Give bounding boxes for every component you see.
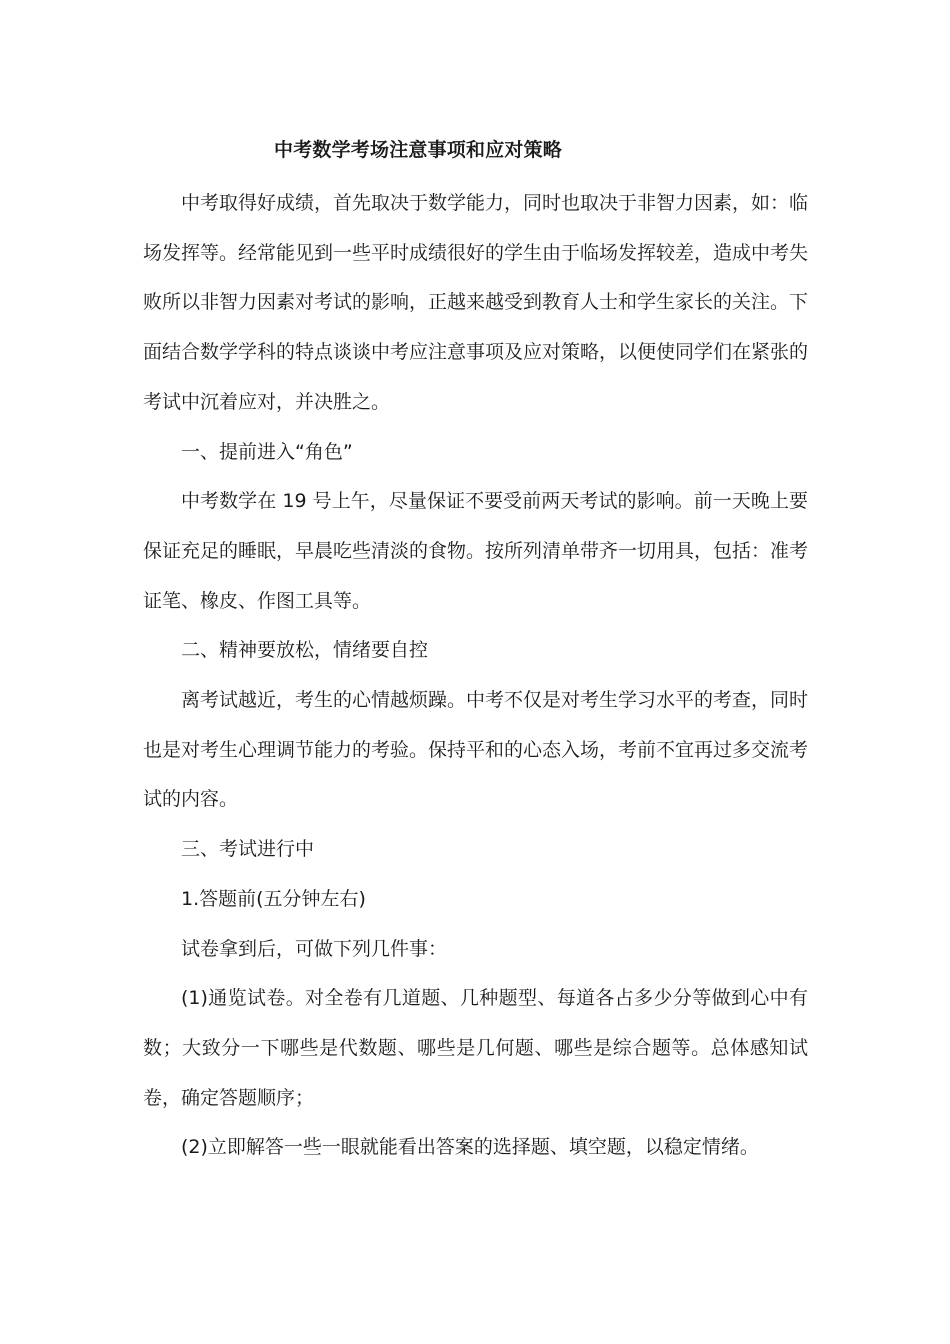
document-title: 中考数学考场注意事项和应对策略	[274, 139, 563, 161]
section-heading-1: 一、提前进入“角色”	[181, 440, 353, 463]
paragraph-section-1: 中考数学在 19 号上午，尽量保证不要受前两天考试的影响。前一天晚上要保证充足的睡眠，早晨吃些清淡的食物。按所列清单带齐一切用具，包括：准考证笔、橡皮、作图工具等。	[143, 490, 809, 612]
section-heading-2: 二、精神要放松，情绪要自控	[181, 639, 429, 662]
list-item-2: (2)立即解答一些一眼就能看出答案的选择题、填空题，以稳定情绪。	[181, 1136, 759, 1159]
paragraph-intro: 中考取得好成绩，首先取决于数学能力，同时也取决于非智力因素，如：临场发挥等。经常能见到一些平时成绩很好的学生由于临场发挥较差，造成中考失败所以非智力因素对考试的影响，正越来越受到教育人士和学生家长的关注。下面结合数学学科的特点谈谈中考应注意事项及应对策略，以便使同学们在紧张的考试中沉着应对，并决胜之。	[143, 192, 809, 413]
subheading-before-answering: 1.答题前(五分钟左右)	[181, 887, 366, 910]
paragraph-after-receiving: 试卷拿到后，可做下列几件事：	[181, 937, 448, 960]
document-body	[143, 179, 808, 1173]
section-heading-3: 三、考试进行中	[181, 838, 315, 861]
list-item-1: (1)通览试卷。对全卷有几道题、几种题型、每道各占多少分等做到心中有数；大致分一下哪些是代数题、哪些是几何题、哪些是综合题等。总体感知试卷，确定答题顺序；	[143, 987, 808, 1109]
paragraph-section-2: 离考试越近，考生的心情越烦躁。中考不仅是对考生学习水平的考查，同时也是对考生心理调节能力的考验。保持平和的心态入场，考前不宜再过多交流考试的内容。	[143, 689, 809, 811]
